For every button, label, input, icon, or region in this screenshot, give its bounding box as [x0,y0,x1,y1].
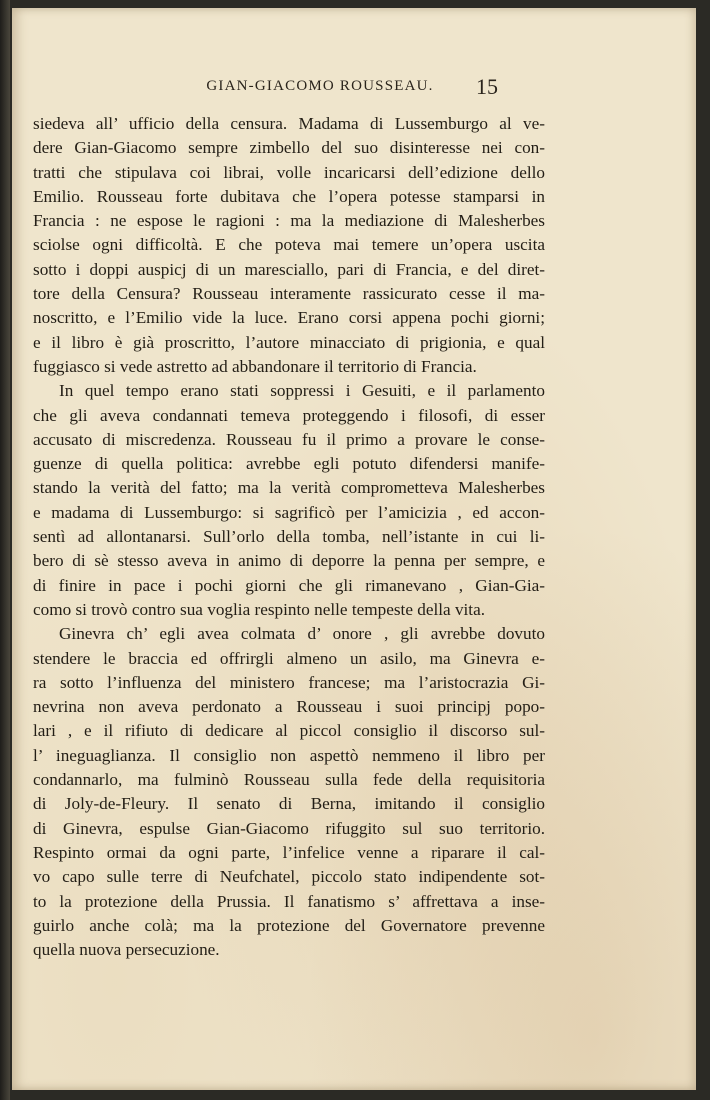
text-line: siedeva all’ ufficio della censura. Madama di Lussemburgo al ve- [33,114,545,133]
body-text [33,112,545,962]
text-line: Ginevra ch’ egli avea colmata d’ onore , gli avrebbe dovuto [59,624,545,644]
text-line: stendere le braccia ed offrirgli almeno un asilo, ma Ginevra e- [33,648,545,668]
text-line: di Ginevra, espulse Gian-Giacomo rifuggito sul suo territorio. [33,818,545,838]
text-line: Emilio. Rousseau forte dubitava che l’opera potesse stamparsi in [33,186,545,206]
text-line: tratti che stipulava coi librai, volle incaricarsi dell’edizione dello [33,162,545,182]
text-line: e madama di Lussemburgo: si sagrificò per l’amicizia , ed accon- [33,502,545,522]
text-line: to la protezione della Prussia. Il fanatismo s’ affrettava a inse- [33,891,545,911]
text-line: guirlo anche colà; ma la protezione del Governatore prevenne [33,915,545,935]
text-line: di finire in pace i pochi giorni che gli rimanevano , Gian-Gia- [33,575,545,595]
text-line: fuggiasco si vede astretto ad abbandonare il territorio di Francia. [33,356,477,376]
text-line: l’ ineguaglianza. Il consiglio non aspettò nemmeno il libro per [33,745,545,765]
book-spine-shadow [0,0,10,1100]
text-line: sotto i doppi auspicj di un maresciallo, pari di Francia, e del diret- [33,259,545,279]
text-line: bero di sè stesso aveva in animo di deporre la penna per sempre, e [33,551,545,571]
text-line: dere Gian-Giacomo sempre zimbello del suo disinteresse nei con- [33,138,545,158]
text-line: che gli aveva condannati temeva proteggendo i filosofi, di esser [33,405,545,425]
text-line: lari , e il rifiuto di dedicare al piccol consiglio il discorso sul- [33,721,545,741]
text-line: sciolse ogni difficoltà. E che poteva mai temere un’opera uscita [33,235,545,255]
text-line: nevrina non aveva perdonato a Rousseau i suoi principj popo- [33,697,545,717]
text-line: vo capo sulle terre di Neufchatel, piccolo stato indipendente sot- [33,867,545,887]
text-line: In quel tempo erano stati soppressi i Gesuiti, e il parlamento [59,381,545,401]
text-line: di Joly-de-Fleury. Il senato di Berna, imitando il consiglio [33,794,545,814]
text-line: guenze di quella politica: avrebbe egli potuto difendersi manife- [33,454,545,474]
text-line: condannarlo, ma fulminò Rousseau sulla fede della requisitoria [33,770,545,790]
text-line: noscritto, e l’Emilio vide la luce. Erano corsi appena pochi giorni; [33,308,545,328]
text-line: accusato di miscredenza. Rousseau fu il primo a provare le conse- [33,429,545,449]
page-number: 15 [476,74,498,99]
text-line: sentì ad allontanarsi. Sull’orlo della tomba, nell’istante in cui li- [33,527,545,547]
text-line: Francia : ne espose le ragioni : ma la mediazione di Malesherbes [33,211,545,231]
text-line: Respinto ormai da ogni parte, l’infelice venne a riparare il cal- [33,842,545,862]
text-line: como si trovò contro sua voglia respinto nelle tempeste della vita. [33,599,486,619]
text-line: e il libro è già proscritto, l’autore minacciato di prigionia, e qual [33,332,545,352]
text-line: tore della Censura? Rousseau interamente rassicurato cesse il ma- [33,284,545,304]
text-line: quella nuova persecuzione. [33,940,220,960]
text-line: ra sotto l’influenza del ministero francese; ma l’aristocrazia Gi- [33,672,545,692]
text-line: stando la verità del fatto; ma la verità comprometteva Malesherbes [33,478,545,498]
running-head: GIAN-GIACOMO ROUSSEAU. [206,78,434,94]
